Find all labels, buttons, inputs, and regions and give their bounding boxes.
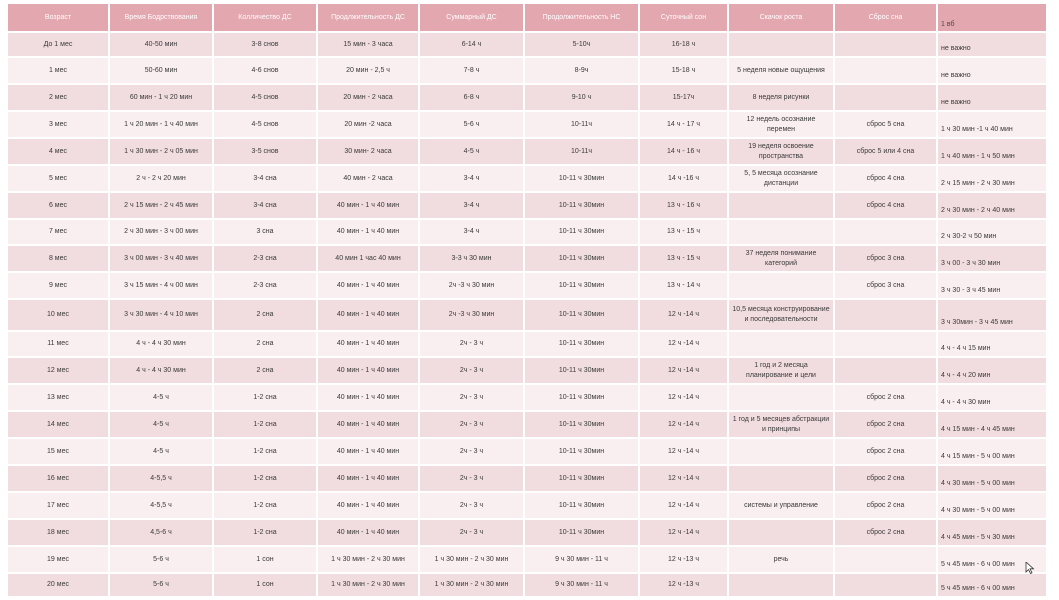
table-cell[interactable]: 1 сон	[214, 547, 316, 574]
table-cell[interactable]: 2ч - 3 ч	[420, 358, 523, 385]
table-cell[interactable]	[729, 193, 833, 220]
table-cell[interactable]: 12 ч -13 ч	[640, 547, 727, 574]
table-cell[interactable]: 12 ч -14 ч	[640, 466, 727, 493]
table-cell[interactable]: сброс 2 сна	[835, 439, 936, 466]
table-row	[8, 85, 1046, 112]
table-cell[interactable]: 10-11 ч 30мин	[525, 332, 638, 358]
table-cell[interactable]: 2 мес	[8, 85, 108, 112]
table-cell[interactable]: 4 мес	[8, 139, 108, 166]
table-cell[interactable]: 10-11 ч 30мин	[525, 520, 638, 547]
table-cell[interactable]	[729, 273, 833, 300]
table-cell[interactable]: 3 ч 30 - 3 ч 45 мин	[938, 273, 1046, 300]
table-row	[8, 439, 1046, 466]
table-cell[interactable]: 40 мин - 1 ч 40 мин	[318, 300, 418, 332]
table-cell[interactable]: 2ч - 3 ч	[420, 332, 523, 358]
table-cell[interactable]: 1 ч 20 мин - 1 ч 40 мин	[110, 112, 212, 139]
table-cell[interactable]: 3-4 ч	[420, 193, 523, 220]
table-cell[interactable]: 40 мин - 1 ч 40 мин	[318, 193, 418, 220]
table-cell[interactable]: 4-5,5 ч	[110, 466, 212, 493]
table-cell[interactable]: сброс 2 сна	[835, 412, 936, 439]
table-cell[interactable]	[835, 358, 936, 385]
table-cell[interactable]: 3 ч 15 мин - 4 ч 00 мин	[110, 273, 212, 300]
table-cell[interactable]: 12 ч -14 ч	[640, 300, 727, 332]
header-cell-daily-sleep[interactable]: Суточный сон	[640, 4, 727, 33]
table-cell[interactable]: 5 ч 45 мин - 6 ч 00 мин	[938, 547, 1046, 574]
table-cell[interactable]: 12 ч -14 ч	[640, 493, 727, 520]
table-cell[interactable]	[835, 300, 936, 332]
table-row	[8, 332, 1046, 358]
table-cell[interactable]: 15 мин - 3 часа	[318, 33, 418, 58]
table-cell[interactable]: 6-14 ч	[420, 33, 523, 58]
mouse-pointer-icon	[1025, 562, 1035, 574]
header-cell-first-wake[interactable]: 1 вб	[938, 4, 1046, 33]
table-cell[interactable]: 4 ч - 4 ч 15 мин	[938, 332, 1046, 358]
table-cell[interactable]: 40 мин - 1 ч 40 мин	[318, 466, 418, 493]
table-cell[interactable]: 4-5 снов	[214, 85, 316, 112]
table-cell[interactable]: 4-5 ч	[420, 139, 523, 166]
table-cell[interactable]: 2ч -3 ч 30 мин	[420, 300, 523, 332]
table-cell[interactable]: 12 мес	[8, 358, 108, 385]
table-row	[8, 58, 1046, 85]
table-cell[interactable]: 4 ч 30 мин - 5 ч 00 мин	[938, 493, 1046, 520]
header-cell-nap-drop[interactable]: Сброс сна	[835, 4, 936, 33]
table-cell[interactable]: сброс 4 сна	[835, 193, 936, 220]
table-cell[interactable]: 12 ч -13 ч	[640, 574, 727, 598]
table-cell[interactable]: 13 ч - 15 ч	[640, 246, 727, 273]
table-cell[interactable]: сброс 2 сна	[835, 520, 936, 547]
table-cell[interactable]	[729, 439, 833, 466]
table-cell[interactable]: 40 мин - 1 ч 40 мин	[318, 412, 418, 439]
table-cell[interactable]: 2ч -3 ч 30 мин	[420, 273, 523, 300]
table-cell[interactable]: 2ч - 3 ч	[420, 493, 523, 520]
table-cell[interactable]: 3 ч 30мин - 3 ч 45 мин	[938, 300, 1046, 332]
table-cell[interactable]: 10-11ч	[525, 112, 638, 139]
table-cell[interactable]: 9 мес	[8, 273, 108, 300]
table-row	[8, 547, 1046, 574]
table-cell[interactable]: 3-4 ч	[420, 166, 523, 193]
table-cell[interactable]: 40 мин - 1 ч 40 мин	[318, 493, 418, 520]
table-cell[interactable]: 1 ч 30 мин - 2 ч 30 мин	[420, 574, 523, 598]
table-cell[interactable]	[835, 220, 936, 246]
table-cell[interactable]: 4-5 ч	[110, 385, 212, 412]
table-cell[interactable]: 3 ч 30 мин - 4 ч 10 мин	[110, 300, 212, 332]
table-cell[interactable]: сброс 5 или 4 сна	[835, 139, 936, 166]
table-cell[interactable]: 2 ч 30 мин - 2 ч 40 мин	[938, 193, 1046, 220]
table-cell[interactable]	[835, 58, 936, 85]
table-cell[interactable]: 40 мин 1 час 40 мин	[318, 246, 418, 273]
table-cell[interactable]: 13 мес	[8, 385, 108, 412]
table-cell[interactable]: 10-11 ч 30мин	[525, 385, 638, 412]
table-cell[interactable]: 3-4 сна	[214, 193, 316, 220]
table-cell[interactable]: 3 ч 00 мин - 3 ч 40 мин	[110, 246, 212, 273]
table-cell[interactable]: 9 ч 30 мин - 11 ч	[525, 574, 638, 598]
table-cell[interactable]: 12 недель осознание перемен	[729, 112, 833, 139]
table-cell[interactable]: 1-2 сна	[214, 493, 316, 520]
table-cell[interactable]: 3-4 ч	[420, 220, 523, 246]
table-cell[interactable]: 1 ч 30 мин - 2 ч 30 мин	[420, 547, 523, 574]
table-cell[interactable]: 10-11 ч 30мин	[525, 273, 638, 300]
table-cell[interactable]: сброс 5 сна	[835, 112, 936, 139]
table-cell[interactable]: 5-6 ч	[420, 112, 523, 139]
table-cell[interactable]	[835, 547, 936, 574]
table-cell[interactable]: 11 мес	[8, 332, 108, 358]
table-cell[interactable]: 1-2 сна	[214, 466, 316, 493]
table-row	[8, 139, 1046, 166]
table-cell[interactable]: 40 мин - 1 ч 40 мин	[318, 358, 418, 385]
table-cell[interactable]: 13 ч - 14 ч	[640, 273, 727, 300]
table-cell[interactable]: 10-11 ч 30мин	[525, 193, 638, 220]
table-cell[interactable]	[729, 520, 833, 547]
table-cell[interactable]: 1 год и 5 месяцев абстракции и принципы	[729, 412, 833, 439]
table-cell[interactable]: сброс 4 сна	[835, 166, 936, 193]
table-cell[interactable]: 4-5 снов	[214, 112, 316, 139]
table-cell[interactable]: 10-11 ч 30мин	[525, 246, 638, 273]
table-cell[interactable]: 2ч - 3 ч	[420, 412, 523, 439]
table-row	[8, 273, 1046, 300]
table-cell[interactable]: 5 ч 45 мин - 6 ч 00 мин	[938, 574, 1046, 598]
table-cell[interactable]: 8-9ч	[525, 58, 638, 85]
table-cell[interactable]: 1 ч 30 мин - 2 ч 30 мин	[318, 547, 418, 574]
table-cell[interactable]: 16-18 ч	[640, 33, 727, 58]
table-cell[interactable]: 40 мин - 1 ч 40 мин	[318, 439, 418, 466]
table-row	[8, 520, 1046, 547]
table-cell[interactable]: 4-5 ч	[110, 412, 212, 439]
header-cell-age[interactable]: Возраст	[8, 4, 108, 33]
table-cell[interactable]: сброс 2 сна	[835, 466, 936, 493]
table-cell[interactable]: 1 ч 30 мин - 2 ч 30 мин	[318, 574, 418, 598]
table-cell[interactable]: 10-11 ч 30мин	[525, 412, 638, 439]
table-cell[interactable]: 60 мин - 1 ч 20 мин	[110, 85, 212, 112]
table-cell[interactable]: 40-50 мин	[110, 33, 212, 58]
table-cell[interactable]: 2 ч 30 мин - 3 ч 00 мин	[110, 220, 212, 246]
table-cell[interactable]: 1-2 сна	[214, 439, 316, 466]
table-cell[interactable]: 2 ч 15 мин - 2 ч 30 мин	[938, 166, 1046, 193]
header-cell-growth-leap[interactable]: Скачок роста	[729, 4, 833, 33]
table-cell[interactable]: 2 сна	[214, 300, 316, 332]
table-cell[interactable]	[835, 33, 936, 58]
table-row	[8, 574, 1046, 598]
table-cell[interactable]: не важно	[938, 85, 1046, 112]
header-row	[8, 4, 1046, 33]
table-cell[interactable]	[729, 33, 833, 58]
table-cell[interactable]: 10-11 ч 30мин	[525, 300, 638, 332]
table-row	[8, 112, 1046, 139]
table-cell[interactable]: 3-3 ч 30 мин	[420, 246, 523, 273]
table-row	[8, 33, 1046, 58]
table-cell[interactable]: 1-2 сна	[214, 412, 316, 439]
table-cell[interactable]: 20 мин -2 часа	[318, 112, 418, 139]
table-cell[interactable]: 10-11 ч 30мин	[525, 358, 638, 385]
table-cell[interactable]: 2 ч 30-2 ч 50 мин	[938, 220, 1046, 246]
table-cell[interactable]: 2 ч - 2 ч 20 мин	[110, 166, 212, 193]
table-cell[interactable]: 19 мес	[8, 547, 108, 574]
table-cell[interactable]: 2 ч 15 мин - 2 ч 45 мин	[110, 193, 212, 220]
table-cell[interactable]	[835, 332, 936, 358]
table-cell[interactable]: 40 мин - 1 ч 40 мин	[318, 385, 418, 412]
table-cell[interactable]: 10-11 ч 30мин	[525, 166, 638, 193]
table-cell[interactable]: 2 сна	[214, 332, 316, 358]
table-row	[8, 220, 1046, 246]
table-cell[interactable]: речь	[729, 547, 833, 574]
table-cell[interactable]: 12 ч -14 ч	[640, 520, 727, 547]
header-cell-wake-time[interactable]: Время Бодрствования	[110, 4, 212, 33]
table-cell[interactable]: 10-11 ч 30мин	[525, 466, 638, 493]
sleep-schedule-table	[6, 4, 1048, 598]
table-cell[interactable]: 30 мин- 2 часа	[318, 139, 418, 166]
table-cell[interactable]	[729, 574, 833, 598]
table-cell[interactable]: 6 мес	[8, 193, 108, 220]
table-cell[interactable]	[835, 85, 936, 112]
table-row	[8, 385, 1046, 412]
table-cell[interactable]: 4 ч - 4 ч 30 мин	[110, 358, 212, 385]
table-cell[interactable]: 3-8 снов	[214, 33, 316, 58]
table-cell[interactable]	[729, 220, 833, 246]
table-cell[interactable]: 10,5 месяца конструирование и последовательности	[729, 300, 833, 332]
header-cell-night-sleep[interactable]: Продолжительность НС	[525, 4, 638, 33]
table-cell[interactable]: 14 ч - 16 ч	[640, 139, 727, 166]
table-row	[8, 193, 1046, 220]
table-cell[interactable]: 2-3 сна	[214, 273, 316, 300]
table-cell[interactable]: 40 мин - 1 ч 40 мин	[318, 273, 418, 300]
table-cell[interactable]: 3 ч 00 - 3 ч 30 мин	[938, 246, 1046, 273]
table-cell[interactable]: 12 ч -14 ч	[640, 358, 727, 385]
table-cell[interactable]: 19 неделя освоение пространства	[729, 139, 833, 166]
table-cell[interactable]	[835, 574, 936, 598]
table-cell[interactable]: 37 неделя понимание категорий	[729, 246, 833, 273]
table-cell[interactable]: 5 мес	[8, 166, 108, 193]
table-cell[interactable]: 14 ч - 17 ч	[640, 112, 727, 139]
table-cell[interactable]: 1 мес	[8, 58, 108, 85]
table-cell[interactable]: 12 ч -14 ч	[640, 332, 727, 358]
table-row	[8, 493, 1046, 520]
table-cell[interactable]: 17 мес	[8, 493, 108, 520]
table-cell[interactable]: 7 мес	[8, 220, 108, 246]
table-cell[interactable]: 10-11ч	[525, 139, 638, 166]
table-cell[interactable]: 20 мес	[8, 574, 108, 598]
table-row	[8, 246, 1046, 273]
table-body	[8, 33, 1046, 598]
table-cell[interactable]: 1 ч 30 мин - 2 ч 05 мин	[110, 139, 212, 166]
table-cell[interactable]: 3 мес	[8, 112, 108, 139]
table-cell[interactable]: 8 мес	[8, 246, 108, 273]
table-cell[interactable]: 5-6 ч	[110, 574, 212, 598]
table-cell[interactable]: не важно	[938, 58, 1046, 85]
table-cell[interactable]: 10-11 ч 30мин	[525, 493, 638, 520]
table-cell[interactable]	[729, 332, 833, 358]
table-cell[interactable]: 40 мин - 2 часа	[318, 166, 418, 193]
table-cell[interactable]: 4 ч - 4 ч 30 мин	[938, 385, 1046, 412]
table-cell[interactable]: 7-8 ч	[420, 58, 523, 85]
table-cell[interactable]: 1-2 сна	[214, 385, 316, 412]
table-cell[interactable]: 4 ч - 4 ч 20 мин	[938, 358, 1046, 385]
table-cell[interactable]: 5-10ч	[525, 33, 638, 58]
table-cell[interactable]: 4 ч 15 мин - 4 ч 45 мин	[938, 412, 1046, 439]
table-cell[interactable]: 13 ч - 15 ч	[640, 220, 727, 246]
table-cell[interactable]: 3-4 сна	[214, 166, 316, 193]
table-cell[interactable]: 5 неделя новые ощущения	[729, 58, 833, 85]
table-cell[interactable]: 10-11 ч 30мин	[525, 220, 638, 246]
table-cell[interactable]: 4 ч - 4 ч 30 мин	[110, 332, 212, 358]
table-cell[interactable]: 3 сна	[214, 220, 316, 246]
table-cell[interactable]: 20 мин - 2,5 ч	[318, 58, 418, 85]
table-row	[8, 466, 1046, 493]
table-cell[interactable]: 4,5-6 ч	[110, 520, 212, 547]
table-cell[interactable]: 4-6 снов	[214, 58, 316, 85]
table-cell[interactable]: 15-17ч	[640, 85, 727, 112]
table-cell[interactable]: 4 ч 15 мин - 5 ч 00 мин	[938, 439, 1046, 466]
table-cell[interactable]: 40 мин - 1 ч 40 мин	[318, 520, 418, 547]
table-cell[interactable]: 20 мин - 2 часа	[318, 85, 418, 112]
table-cell[interactable]: 1 год и 2 месяца планирование и цели	[729, 358, 833, 385]
table-row	[8, 166, 1046, 193]
table-cell[interactable]: 2ч - 3 ч	[420, 520, 523, 547]
table-cell[interactable]: системы и управление	[729, 493, 833, 520]
table-cell[interactable]: 4 ч 30 мин - 5 ч 00 мин	[938, 466, 1046, 493]
table-cell[interactable]: 5-6 ч	[110, 547, 212, 574]
table-cell[interactable]: 4-5 ч	[110, 439, 212, 466]
table-cell[interactable]: сброс 3 сна	[835, 246, 936, 273]
table-row	[8, 358, 1046, 385]
table-cell[interactable]: сброс 2 сна	[835, 385, 936, 412]
table-cell[interactable]: 10-11 ч 30мин	[525, 439, 638, 466]
table-cell[interactable]: 10 мес	[8, 300, 108, 332]
table-row	[8, 412, 1046, 439]
table-cell[interactable]: не важно	[938, 33, 1046, 58]
table-cell[interactable]: 4-5,5 ч	[110, 493, 212, 520]
header-cell-total-nap[interactable]: Суммарный ДС	[420, 4, 523, 33]
table-cell[interactable]: 12 ч -14 ч	[640, 385, 727, 412]
table-cell[interactable]	[729, 466, 833, 493]
table-cell[interactable]: 15 мес	[8, 439, 108, 466]
table-cell[interactable]: сброс 3 сна	[835, 273, 936, 300]
table-cell[interactable]: 16 мес	[8, 466, 108, 493]
table-cell[interactable]: 15-18 ч	[640, 58, 727, 85]
table-cell[interactable]: 40 мин - 1 ч 40 мин	[318, 332, 418, 358]
table-cell[interactable]: 2 сна	[214, 358, 316, 385]
table-cell[interactable]: 2-3 сна	[214, 246, 316, 273]
table-cell[interactable]: 1 ч 40 мин - 1 ч 50 мин	[938, 139, 1046, 166]
table-cell[interactable]: 2ч - 3 ч	[420, 385, 523, 412]
header-cell-naps-count[interactable]: Колличество ДС	[214, 4, 316, 33]
table-cell[interactable]: 1 сон	[214, 574, 316, 598]
table-cell[interactable]: До 1 мес	[8, 33, 108, 58]
table-cell[interactable]: 14 ч -16 ч	[640, 166, 727, 193]
table-cell[interactable]: 8 неделя рисунки	[729, 85, 833, 112]
table-cell[interactable]: 4 ч 45 мин - 5 ч 30 мин	[938, 520, 1046, 547]
table-cell[interactable]: 5, 5 месяца осознание дистанции	[729, 166, 833, 193]
table-cell[interactable]: 1-2 сна	[214, 520, 316, 547]
header-cell-nap-duration[interactable]: Продлжительность ДС	[318, 4, 418, 33]
table-cell[interactable]: 9-10 ч	[525, 85, 638, 112]
table-cell[interactable]: 12 ч -14 ч	[640, 412, 727, 439]
table-cell[interactable]: 18 мес	[8, 520, 108, 547]
table-cell[interactable]: 1 ч 30 мин -1 ч 40 мин	[938, 112, 1046, 139]
table-cell[interactable]	[729, 385, 833, 412]
table-cell[interactable]: 13 ч - 16 ч	[640, 193, 727, 220]
table-row	[8, 300, 1046, 332]
table-cell[interactable]: 3-5 снов	[214, 139, 316, 166]
table-cell[interactable]: сброс 2 сна	[835, 493, 936, 520]
table-cell[interactable]: 9 ч 30 мин - 11 ч	[525, 547, 638, 574]
table-cell[interactable]: 50-60 мин	[110, 58, 212, 85]
table-cell[interactable]: 6-8 ч	[420, 85, 523, 112]
table-cell[interactable]: 2ч - 3 ч	[420, 466, 523, 493]
table-cell[interactable]: 2ч - 3 ч	[420, 439, 523, 466]
table-cell[interactable]: 12 ч -14 ч	[640, 439, 727, 466]
table-cell[interactable]: 14 мес	[8, 412, 108, 439]
table-cell[interactable]: 40 мин - 1 ч 40 мин	[318, 220, 418, 246]
